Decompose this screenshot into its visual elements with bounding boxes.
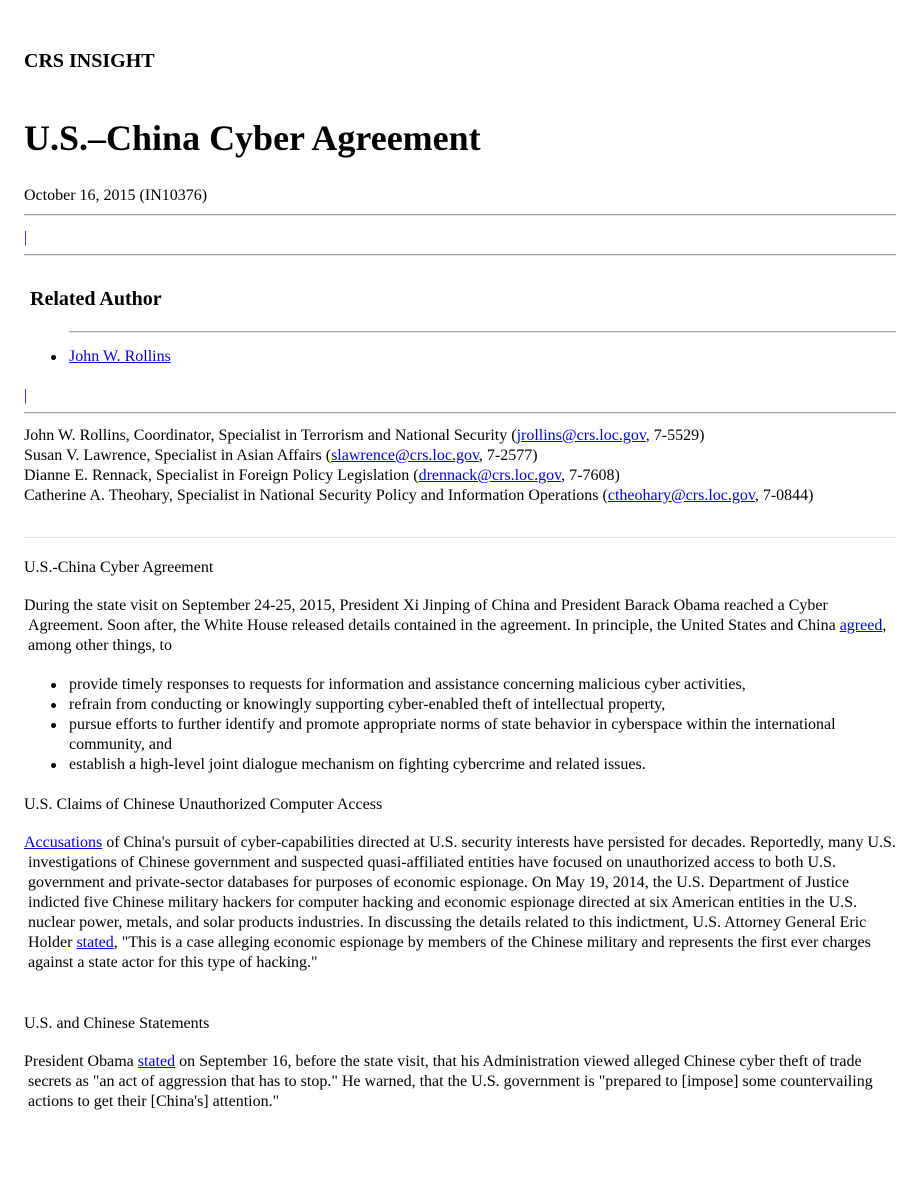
section-heading: U.S. Claims of Chinese Unauthorized Computer Access [24,796,383,813]
related-author-link[interactable]: John W. Rollins [69,348,171,365]
section-heading: U.S. and Chinese Statements [24,1015,210,1032]
divider [24,254,896,256]
agreed-link[interactable]: agreed [839,617,883,634]
accusations-link[interactable]: Accusations [24,834,103,851]
author-line: Catherine A. Theohary, Specialist in National Security Policy and Information Operations (ctheohary@crs.loc.gov, 7-0844) [24,487,814,504]
crs-insight-label: CRS INSIGHT [24,50,155,72]
author-line: Susan V. Lawrence, Specialist in Asian Affairs (slawrence@crs.loc.gov, 7-2577) [24,447,538,464]
email-link[interactable]: jrollins@crs.loc.gov [516,427,646,444]
page-title: U.S.–China Cyber Agreement [24,118,481,158]
divider [24,412,896,414]
divider [24,537,896,538]
paragraph: Accusations of China's pursuit of cyber-capabilities directed at U.S. security interests have persisted for decades. Reportedly, many U.S. investigations of Chinese government and suspected quasi-affiliated entities have focused on unauthorized access to both U.S. government and private-sector databases for purposes of economic espionage. On May 19, 2014, the U.S. Department of Justice indicted five Chinese military hackers for computer hacking and economic espionage directed at six American entities in the U.S. nuclear power, metals, and solar products industries. In discussing the details related to this indictment, U.S. Attorney General Eric Holder stated, "This is a case alleging economic espionage by members of the Chinese military and represents the first ever charges against a state actor for this type of hacking." [24,834,896,971]
list-item: refrain from conducting or knowingly supporting cyber-enabled theft of intellectual property, [24,695,896,715]
stated-link[interactable]: stated [76,934,114,951]
related-author-divider [69,331,896,333]
pipe-link[interactable]: | [24,229,28,246]
pipe-link[interactable]: | [24,387,28,404]
stated-link[interactable]: stated [137,1053,176,1070]
list-item: pursue efforts to further identify and promote appropriate norms of state behavior in cyberspace within the international community, and [24,715,896,755]
date-line: October 16, 2015 (IN10376) [24,187,208,204]
list-item [24,347,896,367]
section-heading: U.S.-China Cyber Agreement [24,559,214,576]
list-item: establish a high-level joint dialogue mechanism on fighting cybercrime and related issues. [24,755,896,775]
author-contact-list [24,426,896,506]
paragraph: During the state visit on September 24-25, 2015, President Xi Jinping of China and President Barack Obama reached a Cyber Agreement. Soon after, the White House released details contained in the agreement. In principle, the United States and China agreed, among other things, to [24,597,887,654]
paragraph: President Obama stated on September 16, before the state visit, that his Administration viewed alleged Chinese cyber theft of trade secrets as "an act of aggression that has to stop." He warned, that the U.S. government is "prepared to [impose] some countervailing actions to get their [China's] attention." [24,1053,873,1110]
agreement-bullet-list [24,675,896,775]
email-link[interactable]: ctheohary@crs.loc.gov [607,487,755,504]
author-line: John W. Rollins, Coordinator, Specialist in Terrorism and National Security (jrollins@crs.loc.gov, 7-5529) [24,427,705,444]
email-link[interactable]: drennack@crs.loc.gov [418,467,562,484]
email-link[interactable]: slawrence@crs.loc.gov [331,447,479,464]
divider [24,214,896,216]
related-author-list [24,347,896,367]
related-author-heading: Related Author [30,288,162,310]
list-item: provide timely responses to requests for information and assistance concerning malicious cyber activities, [24,675,896,695]
author-line: Dianne E. Rennack, Specialist in Foreign Policy Legislation (drennack@crs.loc.gov, 7-7608) [24,467,620,484]
